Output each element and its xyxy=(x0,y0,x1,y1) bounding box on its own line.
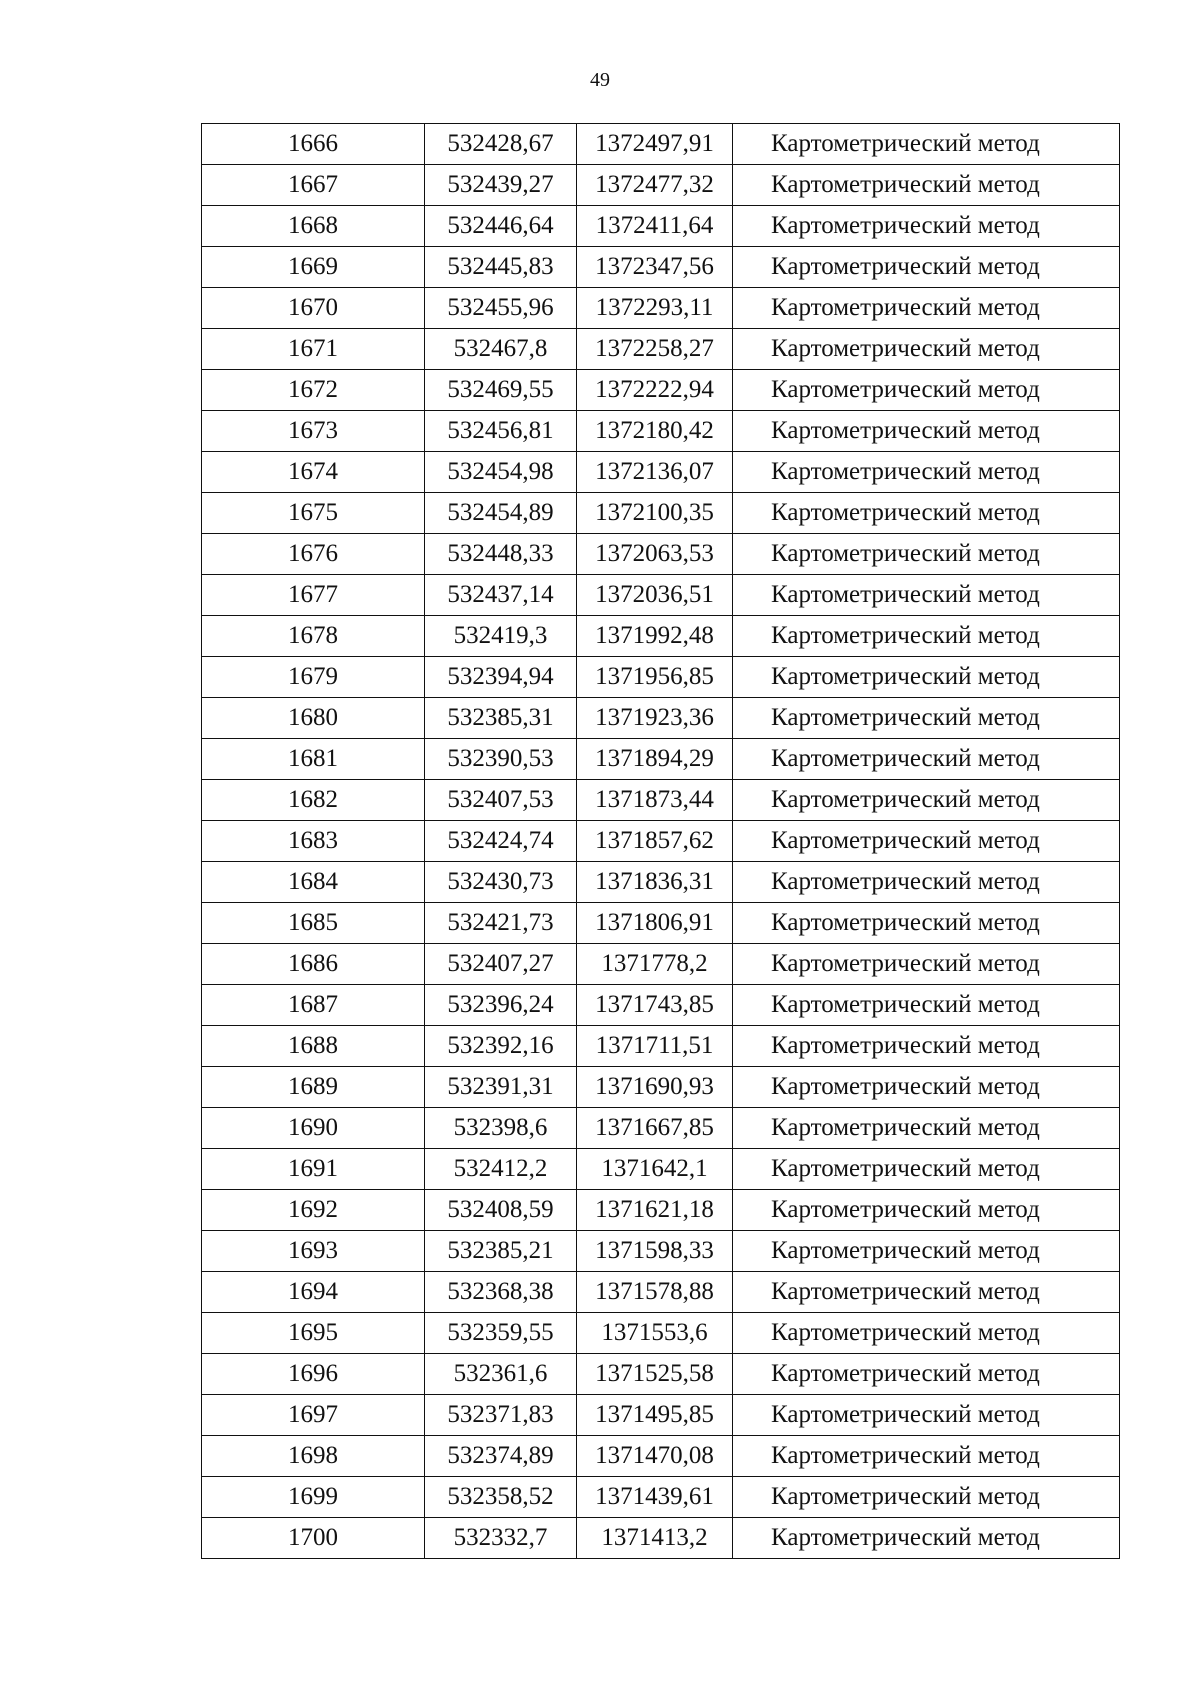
method-cell: Картометрический метод xyxy=(733,534,1120,575)
x-coordinate-cell: 532430,73 xyxy=(425,862,577,903)
method-cell: Картометрический метод xyxy=(733,698,1120,739)
point-number-cell: 1674 xyxy=(202,452,425,493)
y-coordinate-cell: 1372258,27 xyxy=(577,329,733,370)
x-coordinate-cell: 532424,74 xyxy=(425,821,577,862)
x-coordinate-cell: 532390,53 xyxy=(425,739,577,780)
table-row xyxy=(202,1190,1120,1231)
y-coordinate-cell: 1372411,64 xyxy=(577,206,733,247)
y-coordinate-cell: 1371806,91 xyxy=(577,903,733,944)
table-row xyxy=(202,247,1120,288)
point-number-cell: 1680 xyxy=(202,698,425,739)
table-row xyxy=(202,616,1120,657)
table-row xyxy=(202,780,1120,821)
method-cell: Картометрический метод xyxy=(733,1477,1120,1518)
point-number-cell: 1675 xyxy=(202,493,425,534)
x-coordinate-cell: 532439,27 xyxy=(425,165,577,206)
point-number-cell: 1694 xyxy=(202,1272,425,1313)
method-cell: Картометрический метод xyxy=(733,1149,1120,1190)
point-number-cell: 1681 xyxy=(202,739,425,780)
x-coordinate-cell: 532385,21 xyxy=(425,1231,577,1272)
x-coordinate-cell: 532456,81 xyxy=(425,411,577,452)
point-number-cell: 1666 xyxy=(202,124,425,165)
method-cell: Картометрический метод xyxy=(733,370,1120,411)
point-number-cell: 1677 xyxy=(202,575,425,616)
y-coordinate-cell: 1372293,11 xyxy=(577,288,733,329)
method-cell: Картометрический метод xyxy=(733,985,1120,1026)
y-coordinate-cell: 1372347,56 xyxy=(577,247,733,288)
method-cell: Картометрический метод xyxy=(733,1313,1120,1354)
method-cell: Картометрический метод xyxy=(733,1067,1120,1108)
table-row xyxy=(202,370,1120,411)
method-cell: Картометрический метод xyxy=(733,247,1120,288)
table-row xyxy=(202,1067,1120,1108)
point-number-cell: 1684 xyxy=(202,862,425,903)
x-coordinate-cell: 532332,7 xyxy=(425,1518,577,1559)
point-number-cell: 1699 xyxy=(202,1477,425,1518)
point-number-cell: 1689 xyxy=(202,1067,425,1108)
table-row xyxy=(202,1354,1120,1395)
x-coordinate-cell: 532421,73 xyxy=(425,903,577,944)
x-coordinate-cell: 532396,24 xyxy=(425,985,577,1026)
x-coordinate-cell: 532469,55 xyxy=(425,370,577,411)
point-number-cell: 1679 xyxy=(202,657,425,698)
method-cell: Картометрический метод xyxy=(733,739,1120,780)
point-number-cell: 1686 xyxy=(202,944,425,985)
table-row xyxy=(202,206,1120,247)
y-coordinate-cell: 1372180,42 xyxy=(577,411,733,452)
y-coordinate-cell: 1371690,93 xyxy=(577,1067,733,1108)
table-row xyxy=(202,1231,1120,1272)
x-coordinate-cell: 532371,83 xyxy=(425,1395,577,1436)
point-number-cell: 1697 xyxy=(202,1395,425,1436)
table-row xyxy=(202,1518,1120,1559)
point-number-cell: 1669 xyxy=(202,247,425,288)
point-number-cell: 1691 xyxy=(202,1149,425,1190)
table-row xyxy=(202,534,1120,575)
method-cell: Картометрический метод xyxy=(733,1518,1120,1559)
y-coordinate-cell: 1371956,85 xyxy=(577,657,733,698)
method-cell: Картометрический метод xyxy=(733,165,1120,206)
x-coordinate-cell: 532391,31 xyxy=(425,1067,577,1108)
method-cell: Картометрический метод xyxy=(733,1436,1120,1477)
y-coordinate-cell: 1371598,33 xyxy=(577,1231,733,1272)
point-number-cell: 1685 xyxy=(202,903,425,944)
table-row xyxy=(202,862,1120,903)
point-number-cell: 1695 xyxy=(202,1313,425,1354)
method-cell: Картометрический метод xyxy=(733,862,1120,903)
table-row xyxy=(202,944,1120,985)
method-cell: Картометрический метод xyxy=(733,821,1120,862)
table-row xyxy=(202,821,1120,862)
point-number-cell: 1700 xyxy=(202,1518,425,1559)
table-row xyxy=(202,1149,1120,1190)
method-cell: Картометрический метод xyxy=(733,1190,1120,1231)
x-coordinate-cell: 532446,64 xyxy=(425,206,577,247)
y-coordinate-cell: 1372497,91 xyxy=(577,124,733,165)
method-cell: Картометрический метод xyxy=(733,124,1120,165)
method-cell: Картометрический метод xyxy=(733,493,1120,534)
y-coordinate-cell: 1372222,94 xyxy=(577,370,733,411)
table-row xyxy=(202,575,1120,616)
point-number-cell: 1687 xyxy=(202,985,425,1026)
x-coordinate-cell: 532467,8 xyxy=(425,329,577,370)
coordinates-table xyxy=(201,123,1120,1559)
point-number-cell: 1683 xyxy=(202,821,425,862)
x-coordinate-cell: 532419,3 xyxy=(425,616,577,657)
y-coordinate-cell: 1371495,85 xyxy=(577,1395,733,1436)
point-number-cell: 1670 xyxy=(202,288,425,329)
y-coordinate-cell: 1371439,61 xyxy=(577,1477,733,1518)
method-cell: Картометрический метод xyxy=(733,206,1120,247)
y-coordinate-cell: 1371553,6 xyxy=(577,1313,733,1354)
x-coordinate-cell: 532361,6 xyxy=(425,1354,577,1395)
x-coordinate-cell: 532407,53 xyxy=(425,780,577,821)
page-number: 49 xyxy=(590,69,610,91)
y-coordinate-cell: 1371621,18 xyxy=(577,1190,733,1231)
coordinates-table-body xyxy=(202,124,1120,1559)
point-number-cell: 1698 xyxy=(202,1436,425,1477)
x-coordinate-cell: 532374,89 xyxy=(425,1436,577,1477)
method-cell: Картометрический метод xyxy=(733,616,1120,657)
table-row xyxy=(202,1436,1120,1477)
x-coordinate-cell: 532412,2 xyxy=(425,1149,577,1190)
table-row xyxy=(202,411,1120,452)
x-coordinate-cell: 532437,14 xyxy=(425,575,577,616)
y-coordinate-cell: 1371743,85 xyxy=(577,985,733,1026)
y-coordinate-cell: 1371836,31 xyxy=(577,862,733,903)
x-coordinate-cell: 532445,83 xyxy=(425,247,577,288)
method-cell: Картометрический метод xyxy=(733,1108,1120,1149)
y-coordinate-cell: 1371857,62 xyxy=(577,821,733,862)
point-number-cell: 1668 xyxy=(202,206,425,247)
table-row xyxy=(202,903,1120,944)
point-number-cell: 1673 xyxy=(202,411,425,452)
table-row xyxy=(202,739,1120,780)
y-coordinate-cell: 1372036,51 xyxy=(577,575,733,616)
x-coordinate-cell: 532408,59 xyxy=(425,1190,577,1231)
method-cell: Картометрический метод xyxy=(733,288,1120,329)
method-cell: Картометрический метод xyxy=(733,575,1120,616)
method-cell: Картометрический метод xyxy=(733,1231,1120,1272)
table-row xyxy=(202,1313,1120,1354)
y-coordinate-cell: 1371667,85 xyxy=(577,1108,733,1149)
table-row xyxy=(202,698,1120,739)
method-cell: Картометрический метод xyxy=(733,411,1120,452)
method-cell: Картометрический метод xyxy=(733,903,1120,944)
table-row xyxy=(202,493,1120,534)
y-coordinate-cell: 1371642,1 xyxy=(577,1149,733,1190)
table-row xyxy=(202,1272,1120,1313)
x-coordinate-cell: 532394,94 xyxy=(425,657,577,698)
y-coordinate-cell: 1371470,08 xyxy=(577,1436,733,1477)
x-coordinate-cell: 532392,16 xyxy=(425,1026,577,1067)
table-row xyxy=(202,452,1120,493)
point-number-cell: 1692 xyxy=(202,1190,425,1231)
method-cell: Картометрический метод xyxy=(733,1026,1120,1067)
method-cell: Картометрический метод xyxy=(733,1354,1120,1395)
method-cell: Картометрический метод xyxy=(733,657,1120,698)
point-number-cell: 1671 xyxy=(202,329,425,370)
table-row xyxy=(202,1395,1120,1436)
point-number-cell: 1667 xyxy=(202,165,425,206)
table-row xyxy=(202,985,1120,1026)
x-coordinate-cell: 532454,89 xyxy=(425,493,577,534)
method-cell: Картометрический метод xyxy=(733,1272,1120,1313)
y-coordinate-cell: 1371923,36 xyxy=(577,698,733,739)
x-coordinate-cell: 532358,52 xyxy=(425,1477,577,1518)
method-cell: Картометрический метод xyxy=(733,944,1120,985)
x-coordinate-cell: 532428,67 xyxy=(425,124,577,165)
x-coordinate-cell: 532359,55 xyxy=(425,1313,577,1354)
x-coordinate-cell: 532398,6 xyxy=(425,1108,577,1149)
method-cell: Картометрический метод xyxy=(733,1395,1120,1436)
y-coordinate-cell: 1371711,51 xyxy=(577,1026,733,1067)
y-coordinate-cell: 1372136,07 xyxy=(577,452,733,493)
point-number-cell: 1690 xyxy=(202,1108,425,1149)
y-coordinate-cell: 1371525,58 xyxy=(577,1354,733,1395)
table-row xyxy=(202,165,1120,206)
x-coordinate-cell: 532448,33 xyxy=(425,534,577,575)
point-number-cell: 1693 xyxy=(202,1231,425,1272)
x-coordinate-cell: 532454,98 xyxy=(425,452,577,493)
method-cell: Картометрический метод xyxy=(733,329,1120,370)
table-row xyxy=(202,1026,1120,1067)
y-coordinate-cell: 1371992,48 xyxy=(577,616,733,657)
y-coordinate-cell: 1371778,2 xyxy=(577,944,733,985)
y-coordinate-cell: 1371578,88 xyxy=(577,1272,733,1313)
x-coordinate-cell: 532407,27 xyxy=(425,944,577,985)
x-coordinate-cell: 532385,31 xyxy=(425,698,577,739)
method-cell: Картометрический метод xyxy=(733,452,1120,493)
point-number-cell: 1678 xyxy=(202,616,425,657)
x-coordinate-cell: 532455,96 xyxy=(425,288,577,329)
table-row xyxy=(202,1477,1120,1518)
table-row xyxy=(202,329,1120,370)
point-number-cell: 1672 xyxy=(202,370,425,411)
table-row xyxy=(202,288,1120,329)
y-coordinate-cell: 1372063,53 xyxy=(577,534,733,575)
point-number-cell: 1688 xyxy=(202,1026,425,1067)
y-coordinate-cell: 1371873,44 xyxy=(577,780,733,821)
point-number-cell: 1696 xyxy=(202,1354,425,1395)
method-cell: Картометрический метод xyxy=(733,780,1120,821)
table-row xyxy=(202,124,1120,165)
point-number-cell: 1682 xyxy=(202,780,425,821)
y-coordinate-cell: 1371413,2 xyxy=(577,1518,733,1559)
table-row xyxy=(202,1108,1120,1149)
y-coordinate-cell: 1372477,32 xyxy=(577,165,733,206)
y-coordinate-cell: 1372100,35 xyxy=(577,493,733,534)
x-coordinate-cell: 532368,38 xyxy=(425,1272,577,1313)
point-number-cell: 1676 xyxy=(202,534,425,575)
table-row xyxy=(202,657,1120,698)
y-coordinate-cell: 1371894,29 xyxy=(577,739,733,780)
